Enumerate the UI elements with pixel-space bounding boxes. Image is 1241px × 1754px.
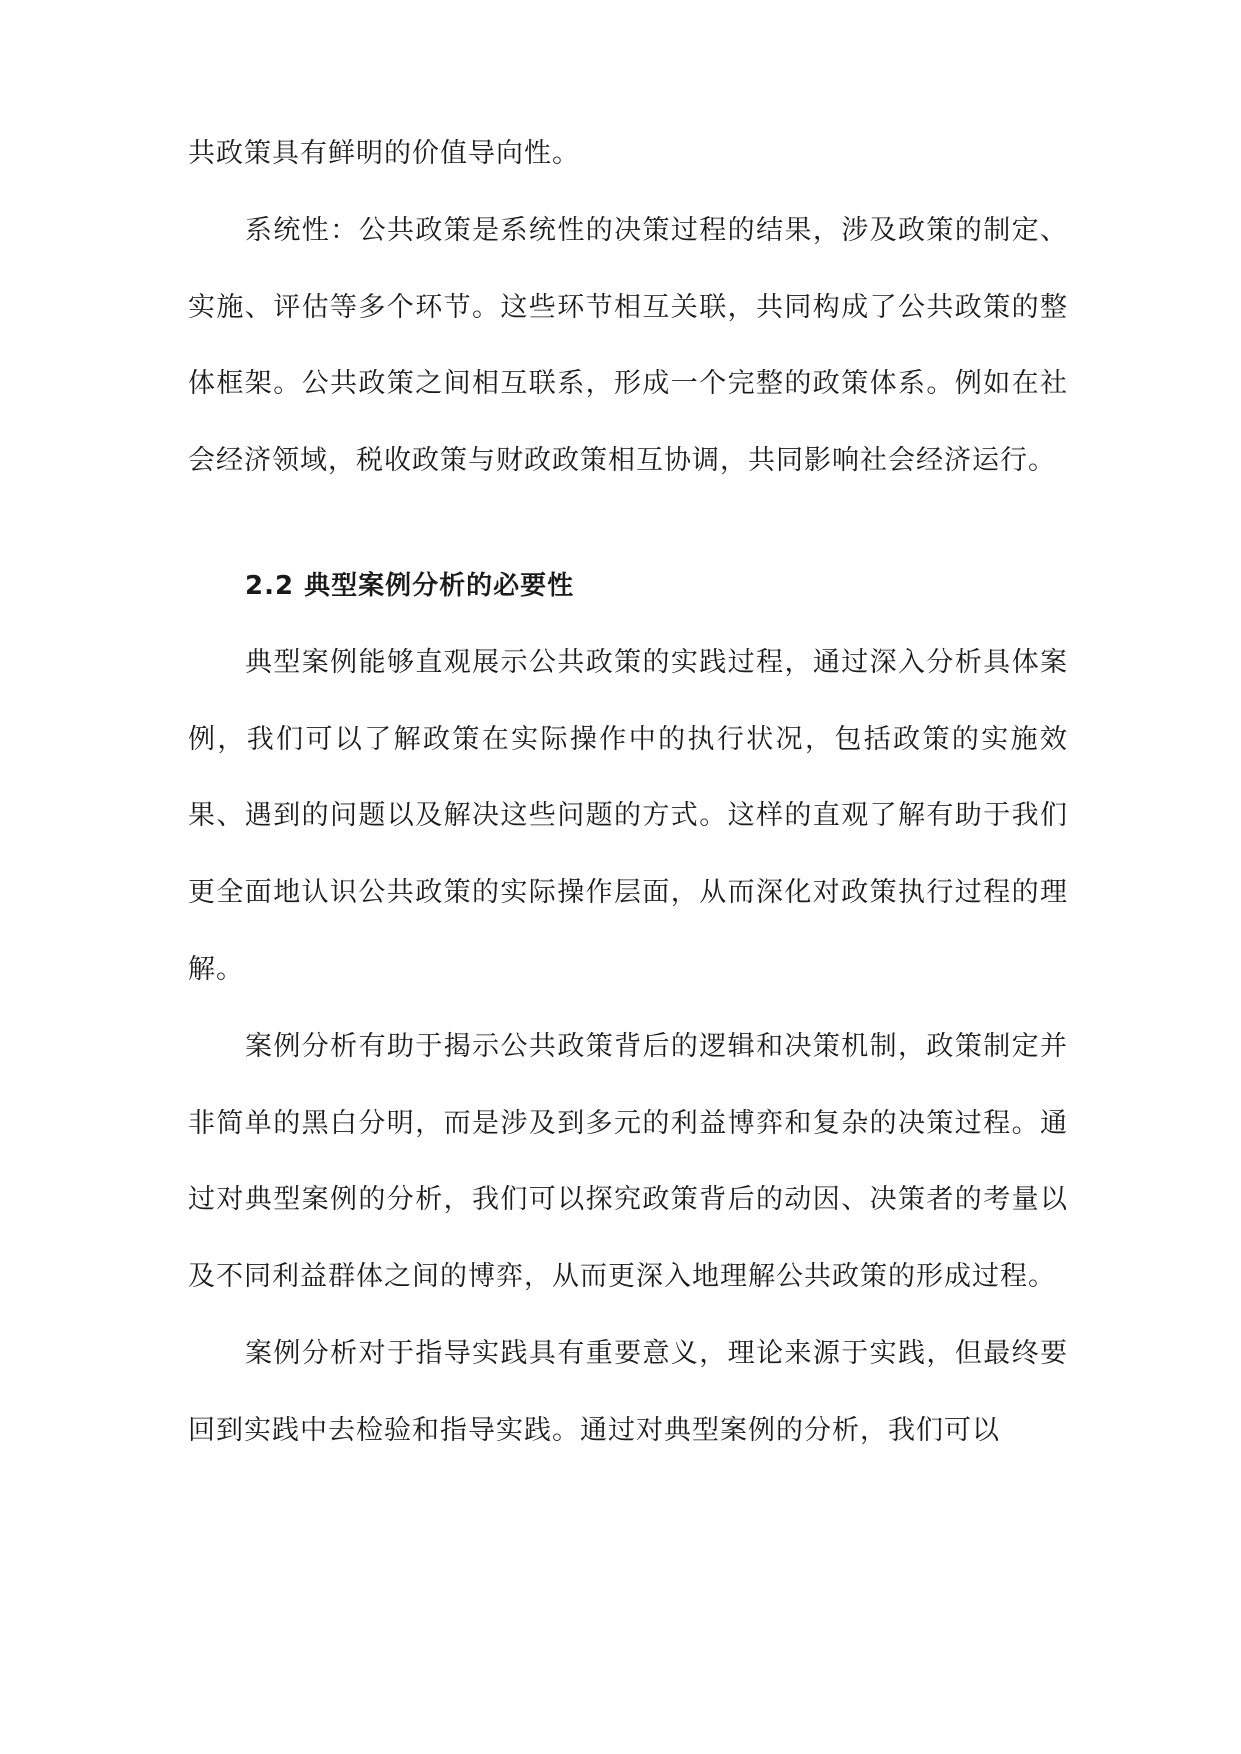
- paragraph-continuation: 共政策具有鲜明的价值导向性。: [188, 138, 580, 169]
- paragraph-systematic: 系统性：公共政策是系统性的决策过程的结果，涉及政策的制定、实施、评估等多个环节。这些环节相互关联，共同构成了公共政策的整体框架。公共政策之间相互联系，形成一个完整的政策体系。例如在社会经济领域，税收政策与财政政策相互协调，共同影响社会经济运行。: [188, 214, 1068, 477]
- paragraph-case-2: 案例分析有助于揭示公共政策背后的逻辑和决策机制，政策制定并非简单的黑白分明，而是涉及到多元的利益博弈和复杂的决策过程。通过对典型案例的分析，我们可以探究政策背后的动因、决策者的考量以及不同利益群体之间的博弈，从而更深入地理解公共政策的形成过程。: [188, 1030, 1068, 1293]
- section-heading: 2.2 典型案例分析的必要性: [245, 571, 575, 601]
- paragraph-case-3: 案例分析对于指导实践具有重要意义，理论来源于实践，但最终要回到实践中去检验和指导实践。通过对典型案例的分析，我们可以: [188, 1337, 1068, 1446]
- body-text: [188, 116, 1068, 500]
- paragraph-case-1: 典型案例能够直观展示公共政策的实践过程，通过深入分析具体案例，我们可以了解政策在实际操作中的执行状况，包括政策的实施效果、遇到的问题以及解决这些问题的方式。这样的直观了解有助于我们更全面地认识公共政策的实际操作层面，从而深化对政策执行过程的理解。: [188, 646, 1068, 985]
- section-body: [188, 548, 1068, 1470]
